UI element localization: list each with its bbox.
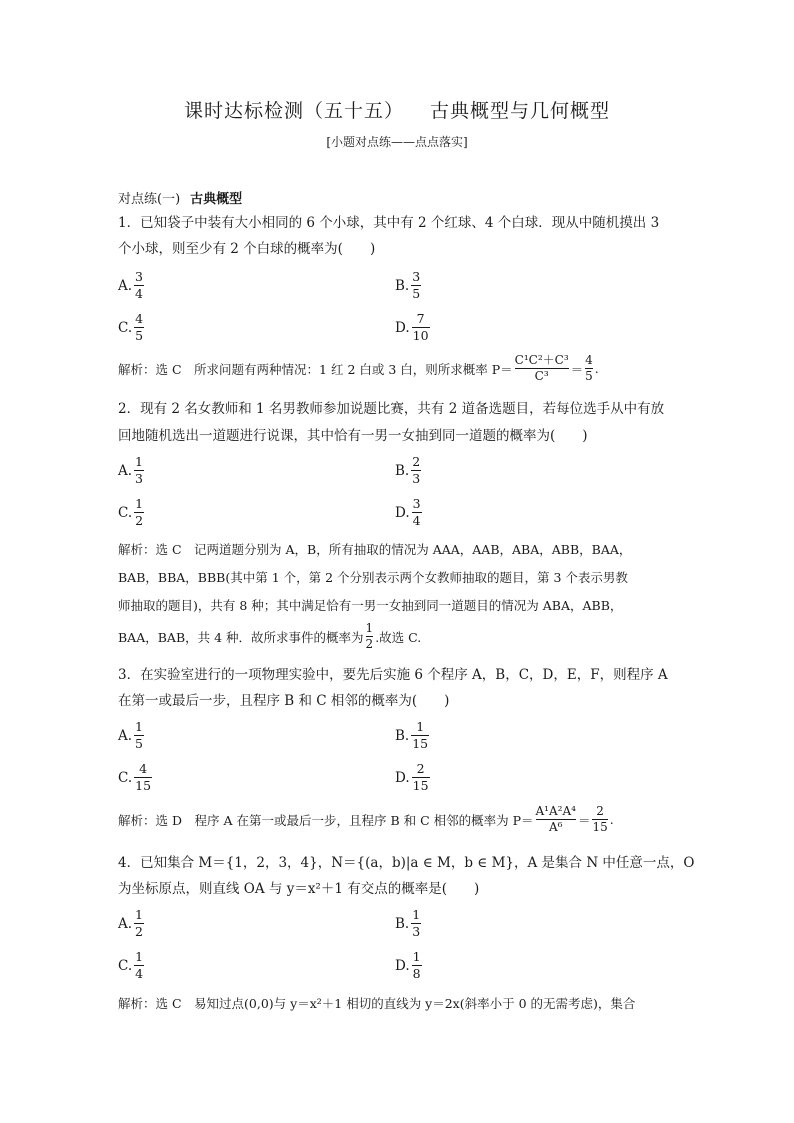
q1-option-d: D. $\frac{7}{10}$ <box>395 311 429 343</box>
q1-stem-line1: 1．已知袋子中装有大小相同的 6 个小球，其中有 2 个红球、4 个白球．现从中随机摸出 3 <box>118 215 660 231</box>
q1-stem-line2: 个小球，则至少有 2 个白球的概率为( ) <box>118 241 376 257</box>
section-heading <box>118 188 242 207</box>
q3-option-c: C. $\frac{4}{15}$ <box>118 761 152 793</box>
section-name: 古典概型 <box>190 192 243 207</box>
q3-option-a: A. $\frac{1}{5}$ <box>118 719 143 751</box>
title-left: 课时达标检测（五十五） <box>183 100 404 122</box>
q2-option-b: B. $\frac{2}{3}$ <box>395 454 421 486</box>
q2-stem-line2: 回地随机选出一道题进行说课，其中恰有一男一女抽到同一道题的概率为( ) <box>118 428 588 444</box>
q3-stem-line2: 在第一或最后一步，且程序 B 和 C 相邻的概率为( ) <box>118 693 450 709</box>
q1-option-a: A. $\frac{3}{4}$ <box>118 269 143 301</box>
q2-solution-line2: BAB，BBA，BBB(其中第 1 个，第 2 个分别表示两个女教师抽取的题目，第 3 个表示男教 <box>118 570 628 585</box>
q1-option-b: B. $\frac{3}{5}$ <box>395 269 421 301</box>
q1-solution: 解析：选 C 所求问题有两种情况：1 红 2 白或 3 白，则所求概率 P＝ $\frac{\text{C¹C²＋C³}}{\text{C³}}$ ＝ $\frac{4}{5}$ . <box>118 353 599 383</box>
q2-option-c: C. $\frac{1}{2}$ <box>118 496 144 528</box>
section-prefix: 对点练(一) <box>118 192 181 207</box>
q2-solution-line4: BAA，BAB，共 4 种．故所求事件的概率为 $\frac{1}{2}$ .故选 C. <box>118 621 422 651</box>
q2-option-d: D. $\frac{3}{4}$ <box>395 496 421 528</box>
q2-stem-line1: 2．现有 2 名女教师和 1 名男教师参加说题比赛，共有 2 道备选题目，若每位选手从中有放 <box>118 401 665 417</box>
page-title <box>0 96 794 123</box>
q2-option-a: A. $\frac{1}{3}$ <box>118 454 143 486</box>
q4-option-a: A. $\frac{1}{2}$ <box>118 907 143 939</box>
title-right: 古典概型与几何概型 <box>430 100 611 122</box>
q4-stem-line2: 为坐标原点，则直线 OA 与 y＝x²＋1 有交点的概率是( ) <box>118 881 480 897</box>
q3-stem-line1: 3．在实验室进行的一项物理实验中，要先后实施 6 个程序 A，B，C，D，E，F，则程序 A <box>118 667 668 683</box>
q4-option-d: D. $\frac{1}{8}$ <box>395 949 421 981</box>
q4-option-c: C. $\frac{1}{4}$ <box>118 949 144 981</box>
page-subtitle: [小题对点练——点点落实] <box>326 135 468 149</box>
q4-stem-line1: 4．已知集合 M＝{1，2，3，4}，N＝{(a，b)|a ∈ M，b ∈ M}，A 是集合 N 中任意一点，O <box>118 855 695 871</box>
q2-solution-line1: 解析：选 C 记两道题分别为 A，B，所有抽取的情况为 AAA，AAB，ABA，ABB，BAA， <box>118 542 632 557</box>
q4-option-b: B. $\frac{1}{3}$ <box>395 907 421 939</box>
q3-option-d: D. $\frac{2}{15}$ <box>395 761 429 793</box>
q4-solution-line1: 解析：选 C 易知过点(0,0)与 y＝x²＋1 相切的直线为 y＝2x(斜率小于 0 的无需考虑)，集合 <box>118 996 636 1011</box>
q3-solution: 解析：选 D 程序 A 在第一或最后一步，且程序 B 和 C 相邻的概率为 P＝ $\frac{\text{A¹A²A⁴}}{\text{A⁶}}$ ＝ $\frac{2}{15}$ . <box>118 804 614 834</box>
q3-option-b: B. $\frac{1}{15}$ <box>395 719 429 751</box>
q2-solution-line3: 师抽取的题目)，共有 8 种；其中满足恰有一男一女抽到同一道题目的情况为 ABA，ABB， <box>118 598 623 613</box>
q1-option-c: C. $\frac{4}{5}$ <box>118 311 144 343</box>
